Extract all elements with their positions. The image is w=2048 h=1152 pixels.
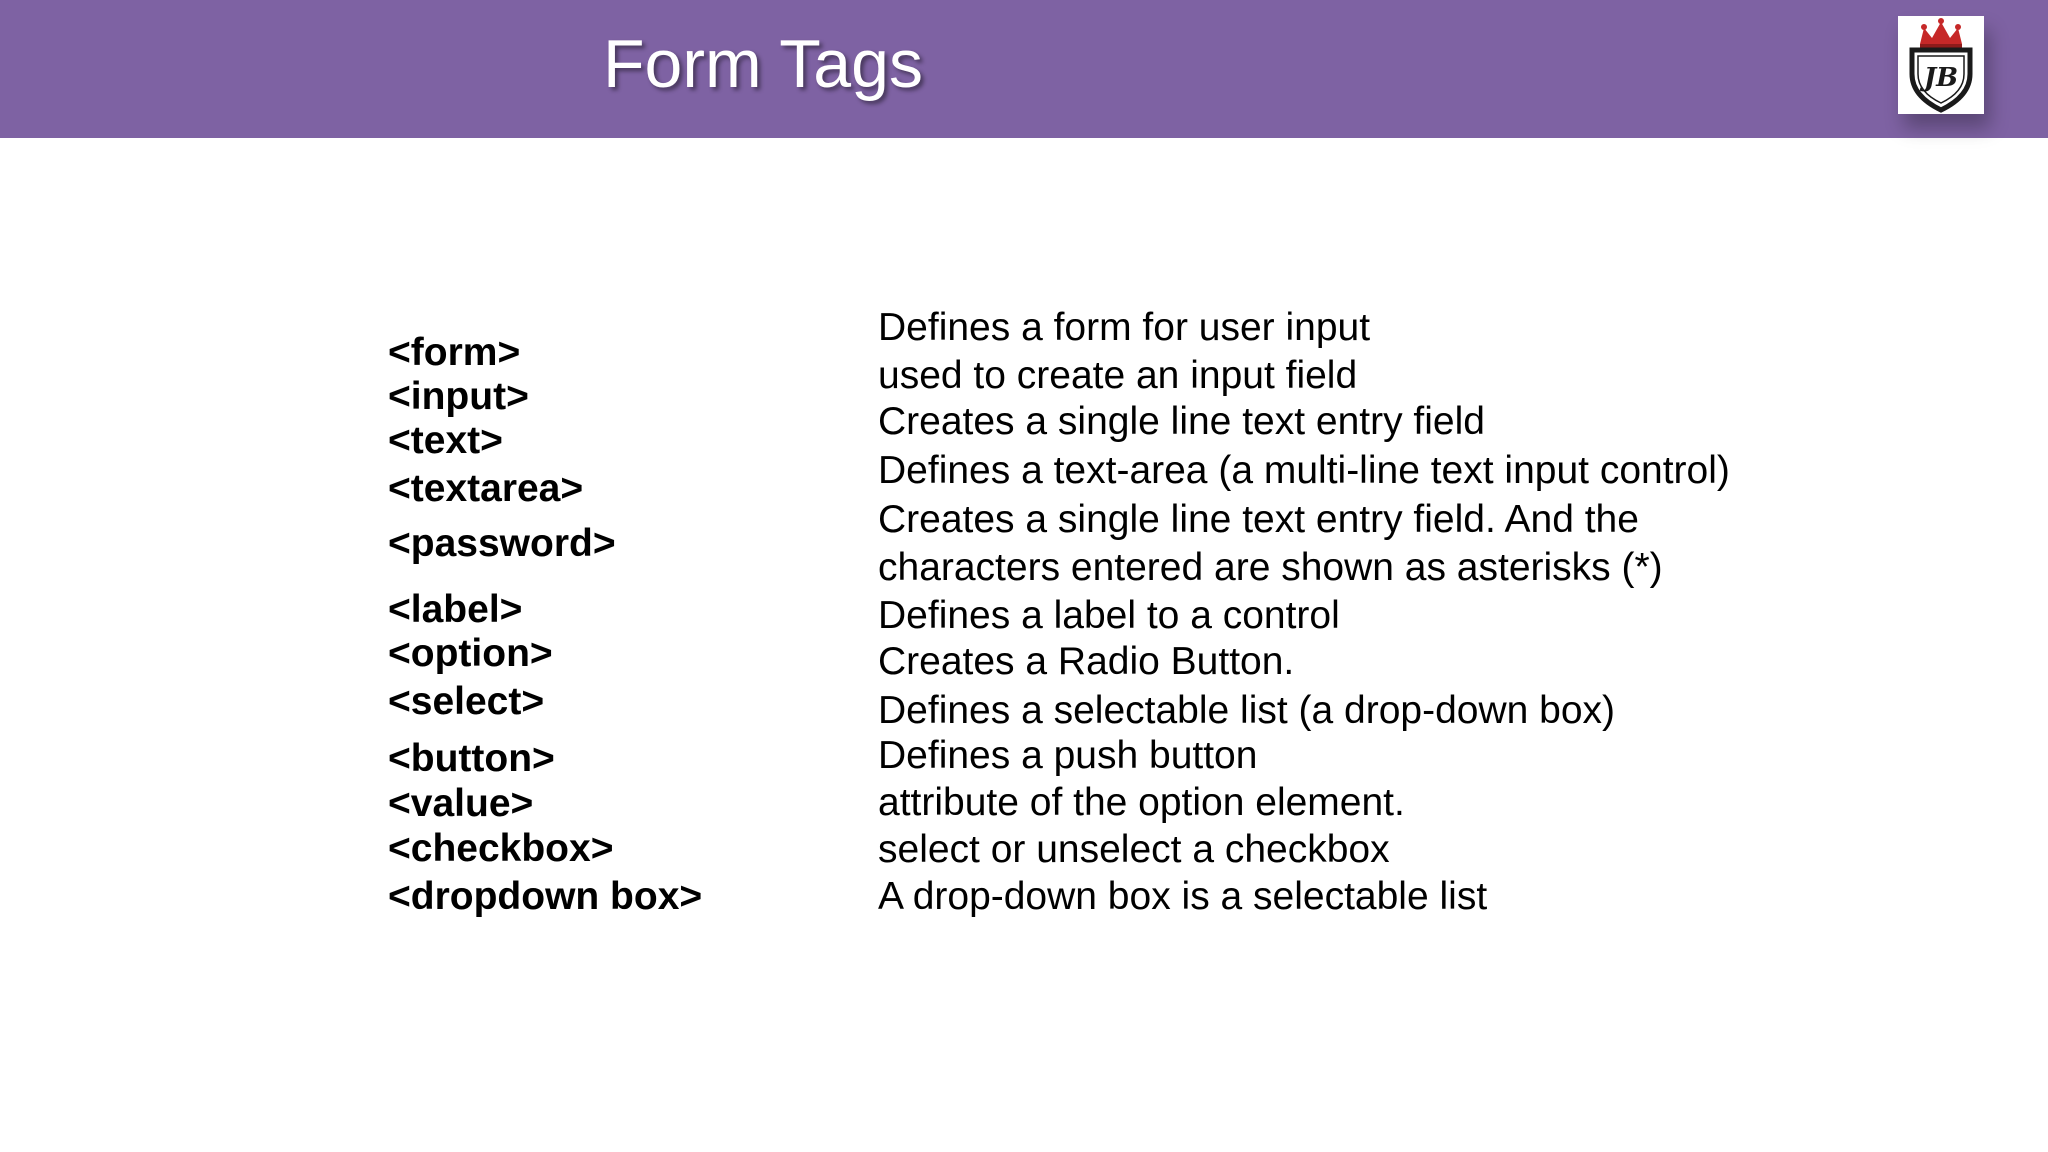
- description-checkbox: select or unselect a checkbox: [878, 828, 1390, 871]
- description-textarea: Defines a text-area (a multi-line text input control): [878, 449, 1730, 492]
- description-input: used to create an input field: [878, 354, 1358, 397]
- tag-item-password: <password>: [388, 522, 616, 565]
- tag-item-button: <button>: [388, 737, 555, 780]
- tag-item-form: <form>: [388, 331, 521, 374]
- description-value: attribute of the option element.: [878, 781, 1405, 824]
- tag-item-select: <select>: [388, 680, 545, 723]
- tag-item-dropdown-box: <dropdown box>: [388, 875, 703, 918]
- description-password-line-2: characters entered are shown as asterisks (*): [878, 546, 1663, 589]
- description-option: Creates a Radio Button.: [878, 640, 1295, 683]
- tag-item-text: <text>: [388, 419, 503, 462]
- description-select: Defines a selectable list (a drop-down box): [878, 689, 1616, 732]
- logo-monogram: JB: [1923, 63, 1959, 93]
- logo: [1898, 16, 1984, 114]
- tag-item-input: <input>: [388, 375, 529, 418]
- description-dropdown-box: A drop-down box is a selectable list: [878, 875, 1488, 918]
- header-band: [0, 0, 2048, 138]
- description-form: Defines a form for user input: [878, 306, 1371, 349]
- tag-item-textarea: <textarea>: [388, 467, 584, 510]
- description-password-line-1: Creates a single line text entry field. And the: [878, 498, 1639, 541]
- tag-item-option: <option>: [388, 632, 553, 675]
- tag-item-label: <label>: [388, 588, 523, 631]
- tag-item-checkbox: <checkbox>: [388, 827, 614, 870]
- description-label: Defines a label to a control: [878, 594, 1340, 637]
- tag-item-value: <value>: [388, 782, 534, 825]
- slide-title: Form Tags: [603, 26, 923, 102]
- description-text: Creates a single line text entry field: [878, 400, 1485, 443]
- crowned-shield-logo-icon: [1898, 16, 1984, 114]
- description-button: Defines a push button: [878, 734, 1258, 777]
